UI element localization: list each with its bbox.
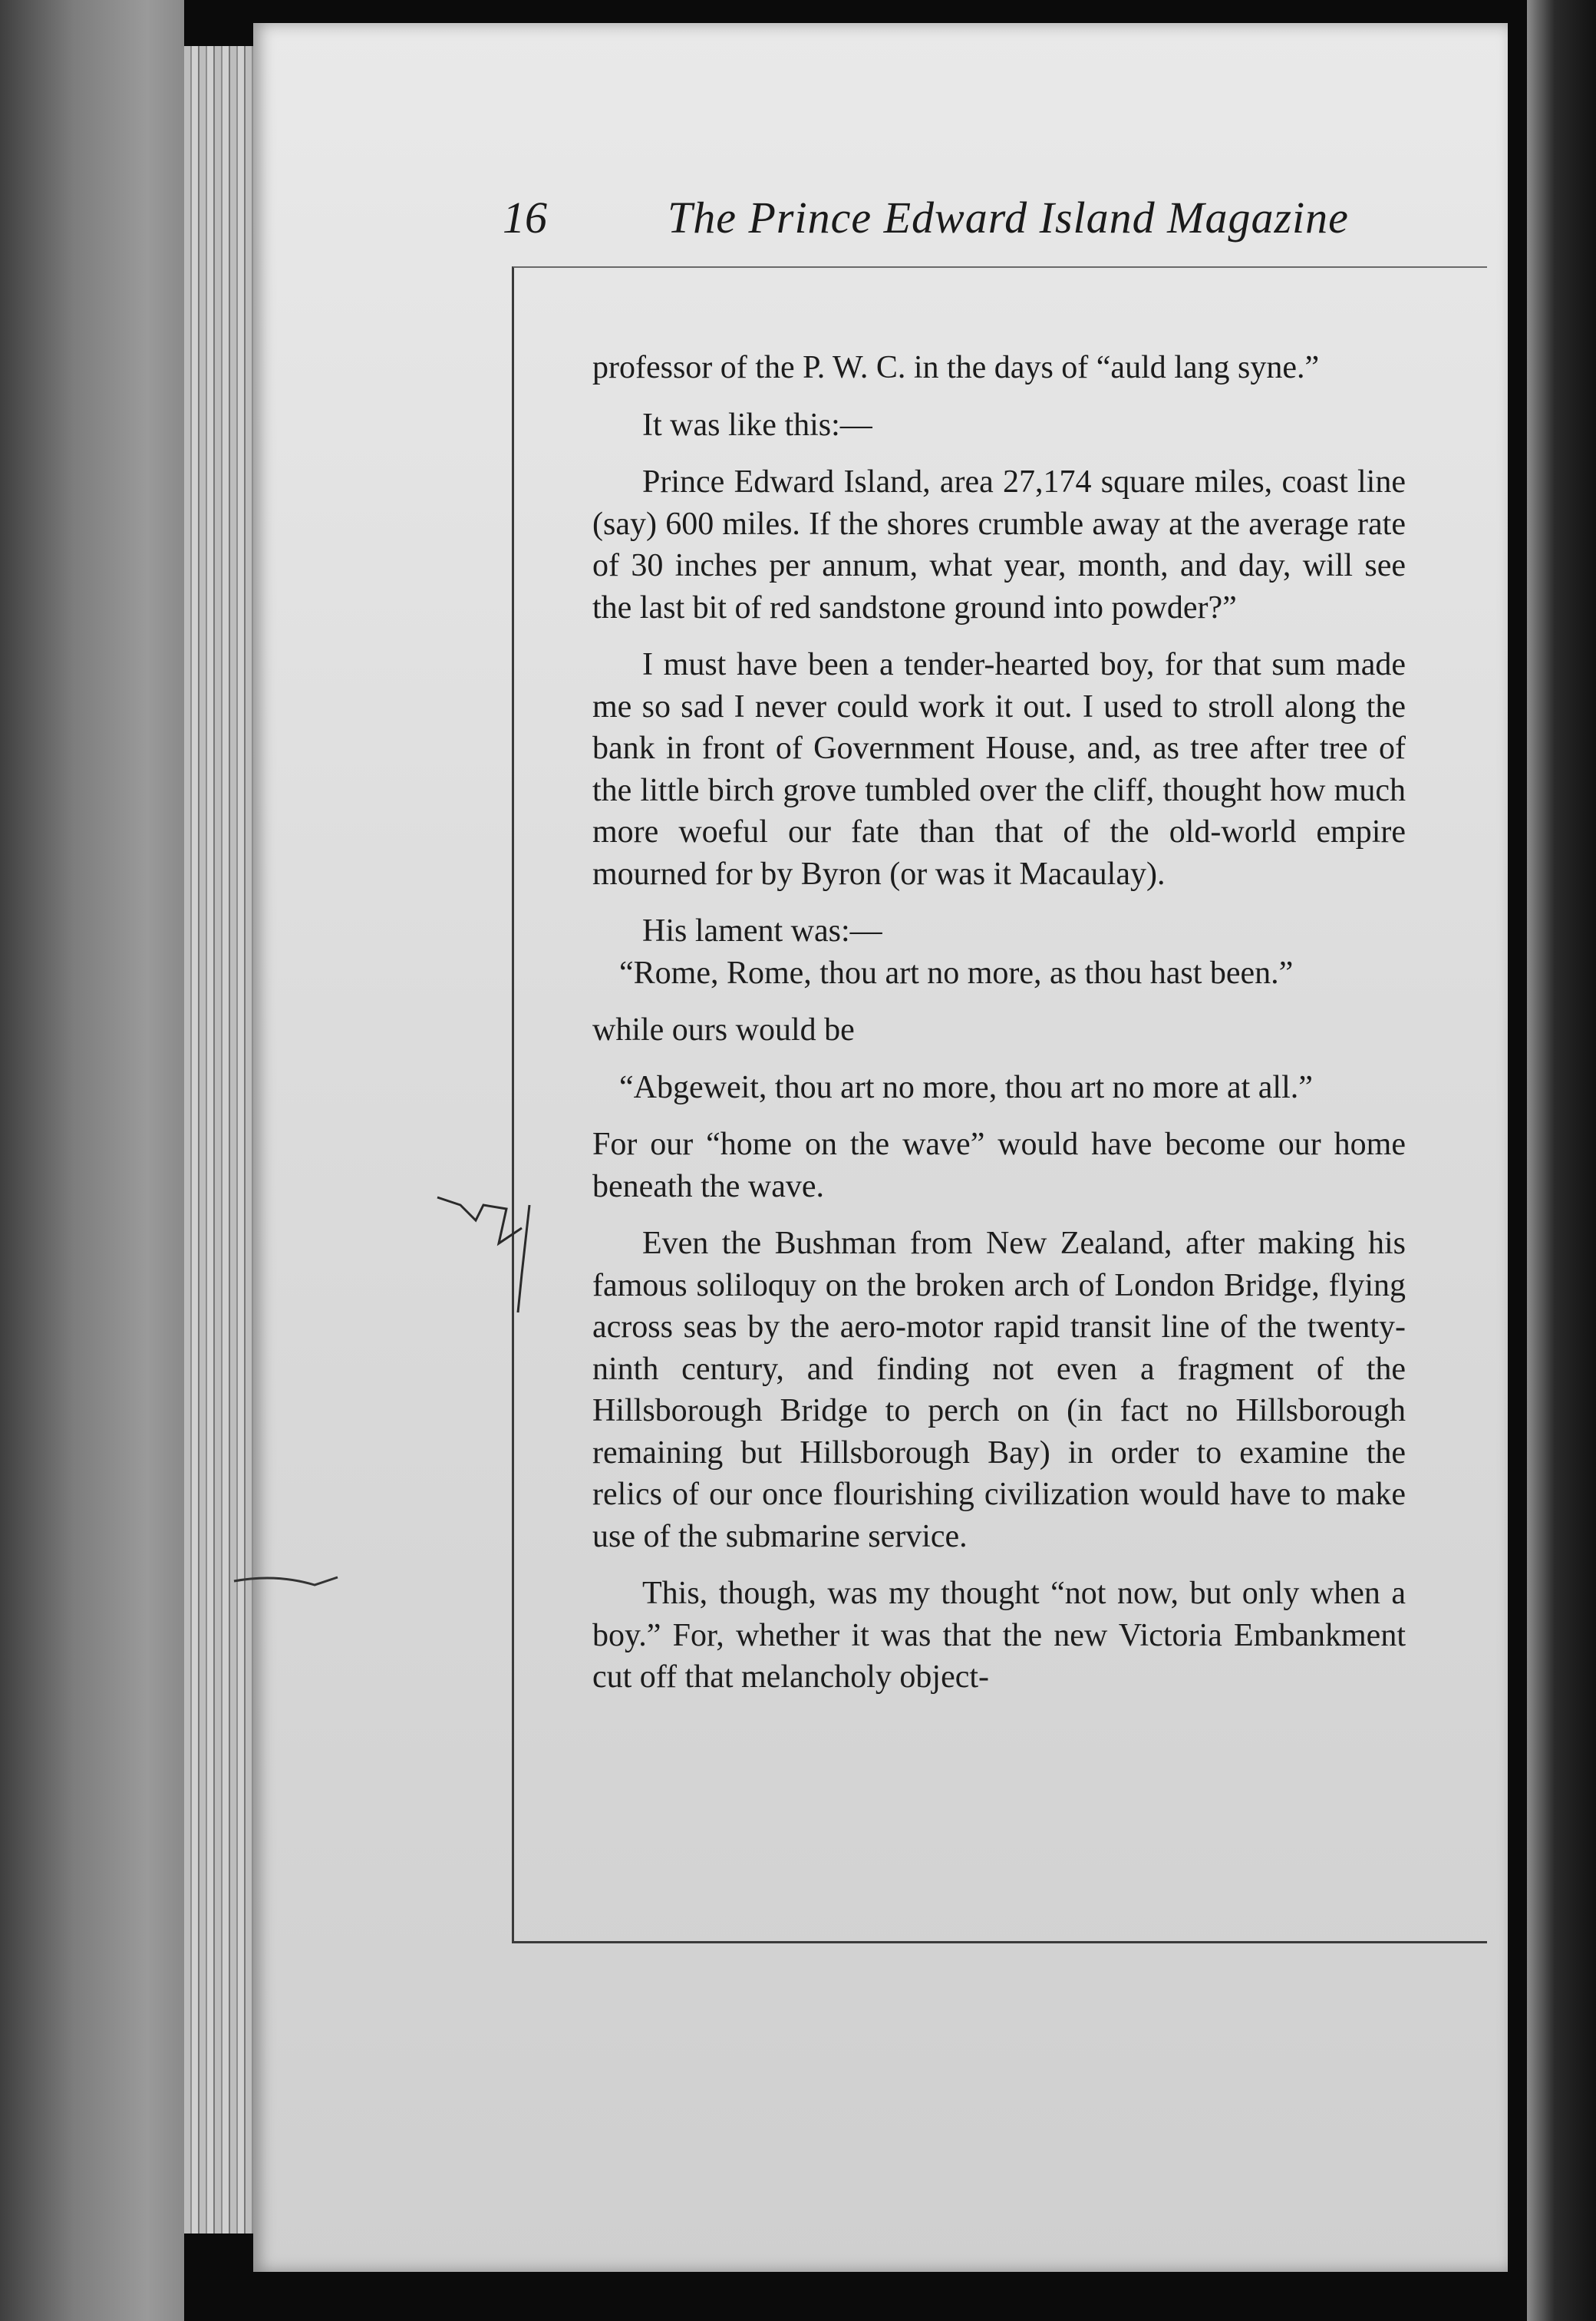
quotation: “Abgeweit, thou art no more, thou art no more at all.” [619, 1069, 1313, 1105]
paragraph: professor of the P. W. C. in the days of “auld lang syne.” [592, 350, 1320, 385]
paragraph: It was like this:— [642, 407, 872, 443]
paragraph: Prince Edward Island, area 27,174 square miles, coast line (say) 600 miles. If the shores crumble away at the average rate of 30 inches per annum, what year, month, and day, will see the last bit of red sandstone ground into powder?” [592, 464, 1406, 626]
paragraph: This, though, was my thought “not now, but only when a boy.” For, whether it was that the new Victoria Embankment cut off that melancholy object- [592, 1576, 1406, 1695]
scanner-edge-left [0, 0, 184, 2321]
paragraph: I must have been a tender-hearted boy, for that sum made me so sad I never could work it out. I used to stroll along the bank in front of Government House, and, as tree after tree of the little birch grove tumbled over the cliff, thought how much more woeful our fate than that of the old-world empire mourned for by Byron (or was it Macaulay). [592, 647, 1406, 892]
paragraph: while ours would be [592, 1012, 855, 1048]
running-head [503, 192, 1377, 253]
quotation: “Rome, Rome, thou art no more, as thou hast been.” [619, 955, 1294, 991]
paragraph: His lament was:— [642, 913, 882, 949]
page-number: 16 [503, 193, 547, 243]
article-body [592, 347, 1406, 1714]
paragraph: Even the Bushman from New Zealand, after making his famous soliloquy on the broken arch of London Bridge, flying across seas by the aero-motor rapid transit line of the twenty-ninth century, and finding not even a fragment of the Hillsborough Bridge to perch on (in fact no Hillsborough remaining but Hillsborough Bay) in order to examine the relics of our once flourishing civilization would have to make use of the submarine service. [592, 1226, 1406, 1554]
journal-title: The Prince Edward Island Magazine [668, 193, 1349, 243]
paragraph: For our “home on the wave” would have become our home beneath the wave. [592, 1127, 1406, 1204]
scanner-edge-right [1527, 0, 1596, 2321]
